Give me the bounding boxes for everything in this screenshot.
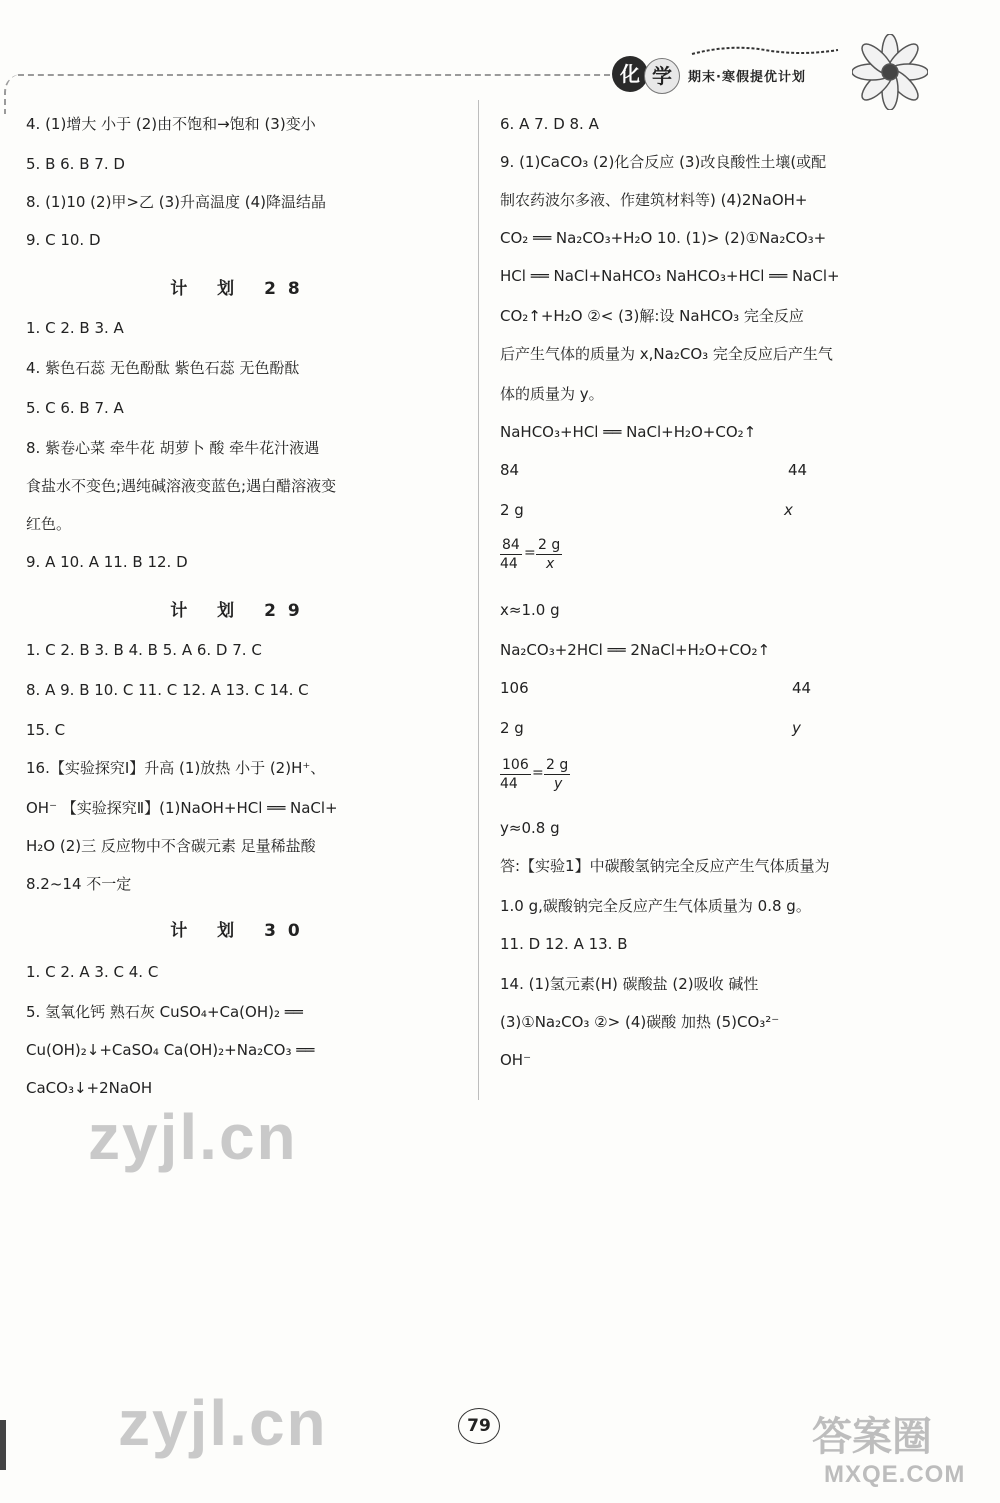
unknown-y: y	[792, 719, 801, 737]
answer-line: CO₂↑+H₂O ②< (3)解:设 NaHCO₃ 完全反应	[500, 307, 804, 325]
subject-badge-char-1: 化	[612, 56, 648, 92]
answer-line: 5. C 6. B 7. A	[26, 399, 124, 417]
answer-line: 8.2~14 不一定	[26, 875, 132, 893]
answer-line: 5. B 6. B 7. D	[26, 155, 125, 173]
answer-line: H₂O (2)三 反应物中不含碳元素 足量稀盐酸	[26, 837, 316, 855]
answer-line: 制农药波尔多液、作建筑材料等) (4)2NaOH+	[500, 191, 808, 209]
answer-line: 答:【实验1】中碳酸氢钠完全反应产生气体质量为	[500, 857, 830, 875]
fraction-numerator: 2 g	[538, 537, 561, 553]
site-stamp-logo	[806, 1405, 996, 1501]
fraction-denominator: y	[554, 776, 563, 792]
unknown-x: x	[784, 501, 793, 519]
answer-line: 8. 紫卷心菜 牵牛花 胡萝卜 酸 牵牛花汁液遇	[26, 439, 320, 457]
answer-line: 红色。	[26, 515, 72, 533]
answer-line: 14. (1)氢元素(H) 碳酸盐 (2)吸收 碱性	[500, 975, 759, 993]
answer-line: 15. C	[26, 721, 66, 739]
fraction-numerator: 84	[502, 537, 520, 553]
section-title-28: 计 划 28	[170, 279, 312, 299]
answer-line: 体的质量为 y。	[500, 385, 604, 403]
molar-mass: 44	[788, 461, 808, 479]
equals-sign: =	[524, 545, 536, 561]
given-mass: 2 g	[500, 501, 524, 519]
answer-line: 11. D 12. A 13. B	[500, 935, 628, 953]
answer-line: 1. C 2. A 3. C 4. C	[26, 963, 159, 981]
subject-badge-char-2: 学	[644, 58, 680, 94]
answer-line: 16.【实验探究Ⅰ】升高 (1)放热 小于 (2)H⁺、	[26, 759, 326, 777]
header-subtitle: 期末·寒假提优计划	[688, 70, 806, 85]
flower-icon	[852, 34, 928, 110]
answer-line: OH⁻	[500, 1051, 532, 1069]
answer-line: 5. 氢氧化钙 熟石灰 CuSO₄+Ca(OH)₂ ══	[26, 1003, 303, 1021]
result-y: y≈0.8 g	[500, 819, 560, 837]
answer-line: 后产生气体的质量为 x,Na₂CO₃ 完全反应后产生气	[500, 345, 833, 363]
answer-line: 8. A 9. B 10. C 11. C 12. A 13. C 14. C	[26, 681, 309, 699]
answer-line: Cu(OH)₂↓+CaSO₄ Ca(OH)₂+Na₂CO₃ ══	[26, 1041, 315, 1059]
molar-mass: 106	[500, 679, 529, 697]
answer-line: 1.0 g,碳酸钠完全反应产生气体质量为 0.8 g。	[500, 897, 811, 915]
equation-line: NaHCO₃+HCl ══ NaCl+H₂O+CO₂↑	[500, 423, 757, 441]
subject-badge	[612, 56, 692, 92]
answer-line: 8. (1)10 (2)甲>乙 (3)升高温度 (4)降温结晶	[26, 193, 327, 211]
fraction-1-left	[500, 536, 522, 573]
fraction-numerator: 106	[502, 757, 529, 773]
answer-line: CaCO₃↓+2NaOH	[26, 1079, 153, 1097]
watermark-logo: zyjl.cn	[118, 1387, 328, 1459]
fraction-denominator: 44	[500, 556, 518, 572]
given-mass: 2 g	[500, 719, 524, 737]
equals-sign: =	[532, 765, 544, 781]
watermark-logo: zyjl.cn	[88, 1101, 298, 1173]
answer-line: CO₂ ══ Na₂CO₃+H₂O 10. (1)> (2)①Na₂CO₃+	[500, 229, 827, 247]
molar-mass: 44	[792, 679, 812, 697]
answer-line: 4. (1)增大 小于 (2)由不饱和→饱和 (3)变小	[26, 115, 316, 133]
answer-line: 1. C 2. B 3. A	[26, 319, 124, 337]
result-x: x≈1.0 g	[500, 601, 560, 619]
header-curve-decoration	[4, 74, 24, 114]
column-divider	[478, 100, 479, 1100]
stamp-url-text: MXQE.COM	[824, 1461, 966, 1488]
answer-line: HCl ══ NaCl+NaHCO₃ NaHCO₃+HCl ══ NaCl+	[500, 267, 840, 285]
fraction-denominator: x	[546, 556, 555, 572]
equation-line: Na₂CO₃+2HCl ══ 2NaCl+H₂O+CO₂↑	[500, 641, 771, 659]
fraction-2-left	[500, 756, 531, 793]
answer-line: 9. (1)CaCO₃ (2)化合反应 (3)改良酸性土壤(或配	[500, 153, 827, 171]
stamp-cn-text: 答案圈	[812, 1414, 932, 1460]
edge-mark-decoration	[0, 1420, 6, 1470]
section-title-29: 计 划 29	[170, 601, 312, 621]
answer-line: (3)①Na₂CO₃ ②> (4)碳酸 加热 (5)CO₃²⁻	[500, 1013, 780, 1031]
page-number: 79	[458, 1408, 500, 1444]
header-dashed-rule	[18, 74, 610, 76]
fraction-denominator: 44	[500, 776, 518, 792]
answer-line: OH⁻ 【实验探究Ⅱ】(1)NaOH+HCl ══ NaCl+	[26, 799, 338, 817]
answer-line: 9. A 10. A 11. B 12. D	[26, 553, 188, 571]
answer-line: 4. 紫色石蕊 无色酚酞 紫色石蕊 无色酚酞	[26, 359, 300, 377]
fraction-2-right	[544, 756, 570, 793]
fraction-numerator: 2 g	[546, 757, 569, 773]
header-dots-decoration	[690, 44, 840, 58]
answer-line: 6. A 7. D 8. A	[500, 115, 599, 133]
answer-line: 9. C 10. D	[26, 231, 101, 249]
molar-mass: 84	[500, 461, 520, 479]
answer-line: 食盐水不变色;遇纯碱溶液变蓝色;遇白醋溶液变	[26, 477, 337, 495]
answer-line: 1. C 2. B 3. B 4. B 5. A 6. D 7. C	[26, 641, 262, 659]
section-title-30: 计 划 30	[170, 921, 312, 941]
fraction-1-right	[536, 536, 562, 573]
